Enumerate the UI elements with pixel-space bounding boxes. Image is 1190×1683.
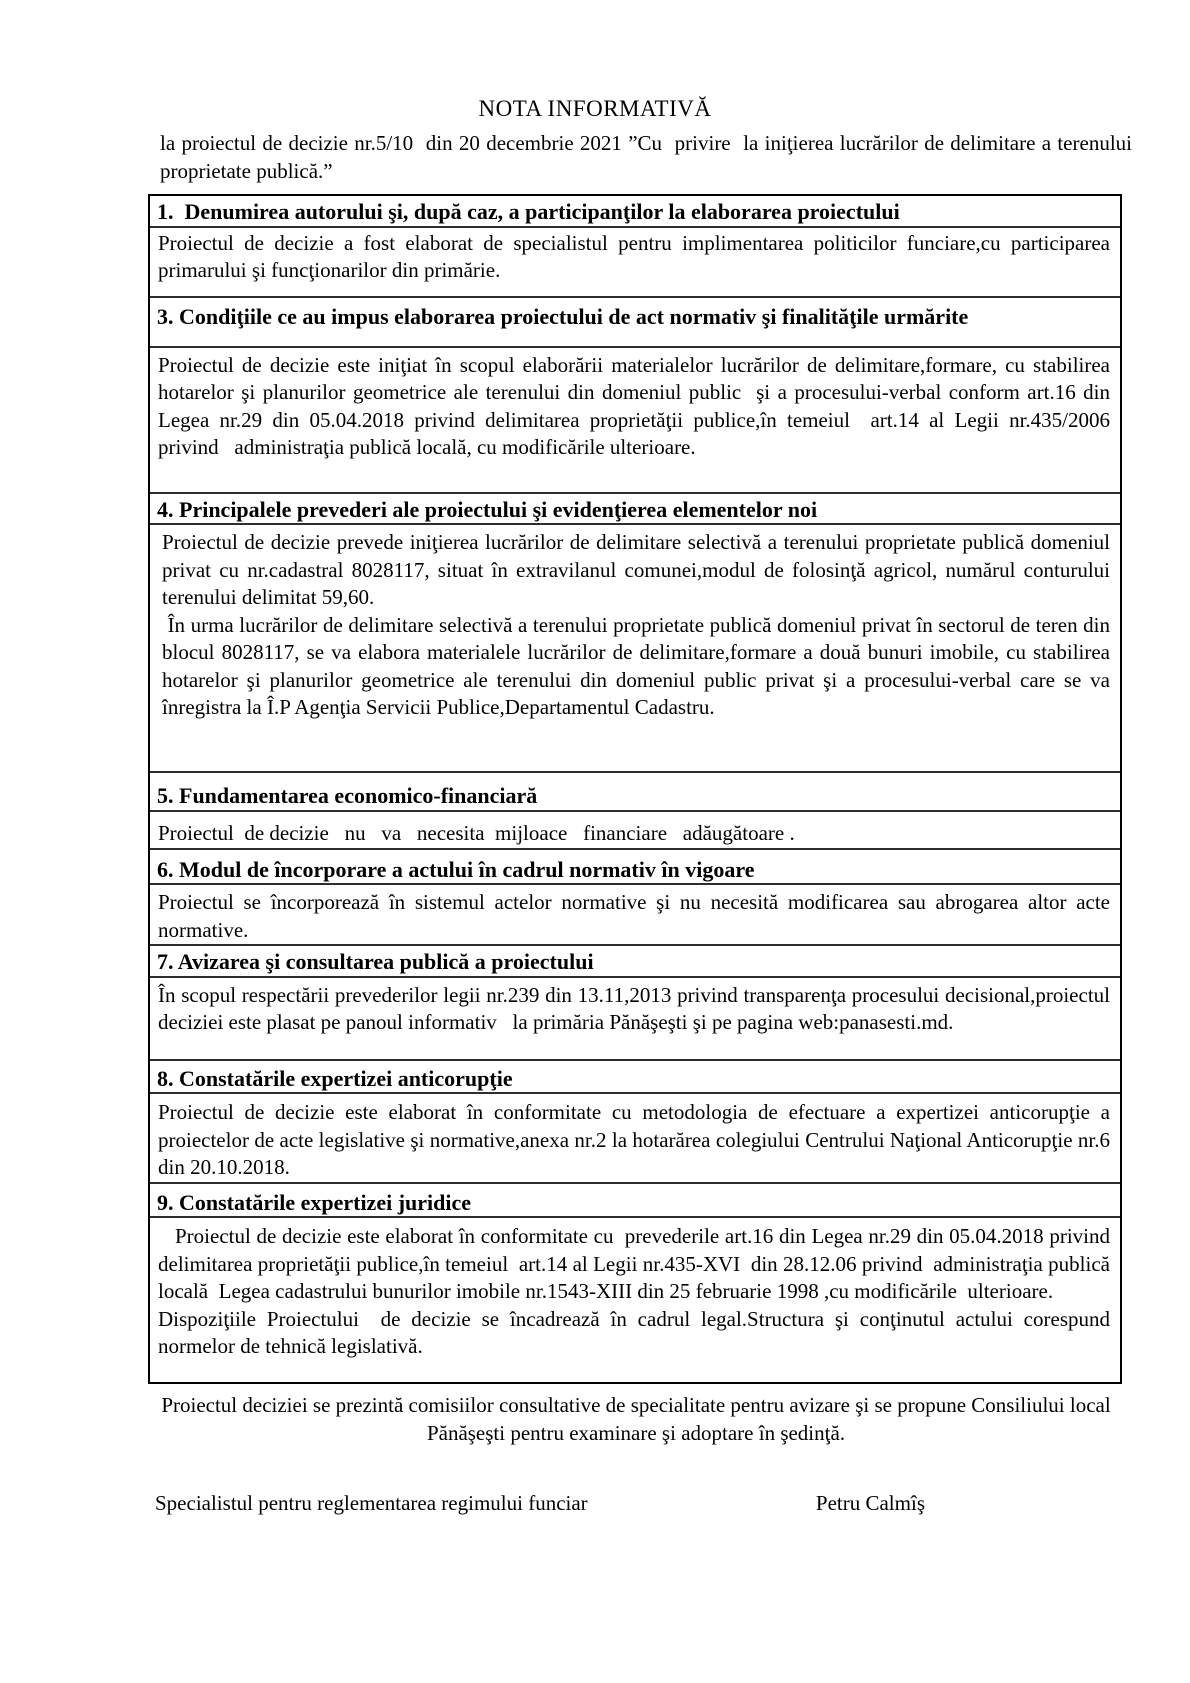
section-9-header: 9. Constatările expertizei juridice: [150, 1184, 1120, 1219]
closing-paragraph: Proiectul deciziei se prezintă comisiilor consultative de specialitate pentru avizare şi se propune Consiliului local Pănăşeşti pentru examinare şi adoptare în şedinţă.: [161, 1393, 1111, 1445]
section-5-header: 5. Fundamentarea economico-financiară: [150, 773, 1120, 812]
section-3-body: [150, 348, 1120, 494]
section-1-header: 1. Denumirea autorului şi, după caz, a participanţilor la elaborarea proiectului: [150, 196, 1120, 228]
section-8-header: 8. Constatările expertizei anticorupţie: [150, 1061, 1120, 1095]
section-6-header: 6. Modul de încorporare a actului în cadrul normativ în vigoare: [150, 850, 1120, 886]
section-4-header: 4. Principalele prevederi ale proiectului şi evidenţierea elementelor noi: [150, 494, 1120, 526]
document-title: NOTA INFORMATIVĂ: [478, 96, 712, 121]
paragraph: Proiectul se încorporează în sistemul actelor normative şi nu necesită modificarea sau abrogarea altor acte normative.: [158, 890, 1116, 942]
section-6-body: [150, 885, 1120, 946]
paragraph: Proiectul de decizie este iniţiat în scopul elaborării materialelor lucrărilor de delimitare,formare, cu stabilirea hotarelor şi planurilor geometrice ale terenului din domeniul public şi a procesului-verbal conform art.16 din Legea nr.29 din 05.04.2018 privind delimitarea proprietăţii publice,în temeiul art.14 al Legii nr.435/2006 privind administraţia publică locală, cu modificările ulterioare.: [158, 352, 1116, 459]
paragraph: Proiectul de decizie este elaborat în conformitate cu metodologia de efectuare a expertizei anticorupţie a proiectelor de acte legislative şi normative,anexa nr.2 la hotarărea colegiului Centrului Naţional Anticorupţie nr.6 din 20.10.2018.: [158, 1100, 1116, 1179]
signature-role: Specialistul pentru reglementarea regimului funciar: [155, 1491, 588, 1515]
paragraph: Proiectul de decizie a fost elaborat de specialistul pentru implimentarea politicilor funciare,cu participarea primarului şi funcţionarilor din primărie.: [158, 230, 1116, 282]
section-7-body: [150, 978, 1120, 1061]
section-4-body: [150, 525, 1120, 773]
section-8-body: [150, 1094, 1120, 1184]
info-table: [148, 194, 1122, 1384]
section-7-header: 7. Avizarea şi consultarea publică a proiectului: [150, 946, 1120, 978]
signature-name: Petru Calmîş: [815, 1491, 925, 1515]
paragraph: În scopul respectării prevederilor legii nr.239 din 13.11,2013 privind transparenţa procesului decisional,proiectul deciziei este plasat pe panoul informativ la primăria Pănăşeşti şi pe pagina web:panasesti.md.: [158, 982, 1116, 1034]
paragraph: În urma lucrărilor de delimitare selectivă a terenului proprietate publică domeniul privat în sectorul de teren din blocul 8028117, se va elabora materialele lucrărilor de delimitare,formare a două bunuri imobile, cu stabilirea hotarelor şi planurilor geometrice ale terenului din domeniul public privat şi a procesului-verbal care se va înregistra la Î.P Agenţia Servicii Publice,Departamentul Cadastru.: [162, 612, 1116, 719]
paragraph: Proiectul de decizie este elaborat în conformitate cu prevederile art.16 din Legea nr.29 din 05.04.2018 privind delimitarea proprietăţii publice,în temeiul art.14 al Legii nr.435-XVI din 28.12.06 privind administraţia publică locală Legea cadastrului bunurilor imobile nr.1543-XIII din 25 februarie 1998 ,cu modificările ulterioare.: [158, 1224, 1116, 1303]
paragraph: Proiectul de decizie nu va necesita mijloace financiare adăugătoare .: [158, 820, 795, 845]
section-5-body: [150, 812, 1120, 850]
signature-row: [155, 1491, 1122, 1516]
intro-paragraph: la proiectul de decizie nr.5/10 din 20 decembrie 2021 ”Cu privire la iniţierea lucrărilor de delimitare a terenului proprietate publică.”: [160, 131, 1138, 183]
section-9-body: [150, 1218, 1120, 1382]
section-3-header: 3. Condiţiile ce au impus elaborarea proiectului de act normativ şi finalităţile urmărite: [150, 298, 1120, 348]
paragraph: Dispoziţiile Proiectului de decizie se încadrează în cadrul legal.Structura şi conţinutul actului corespund normelor de tehnică legislativă.: [158, 1306, 1116, 1358]
paragraph: Proiectul de decizie prevede iniţierea lucrărilor de delimitare selectivă a terenului proprietate publică domeniul privat cu nr.cadastral 8028117, situat în extravilanul comunei,modul de folosinţă agricol, numărul conturului terenului delimitat 59,60.: [162, 530, 1116, 609]
section-1-body: [150, 228, 1120, 298]
